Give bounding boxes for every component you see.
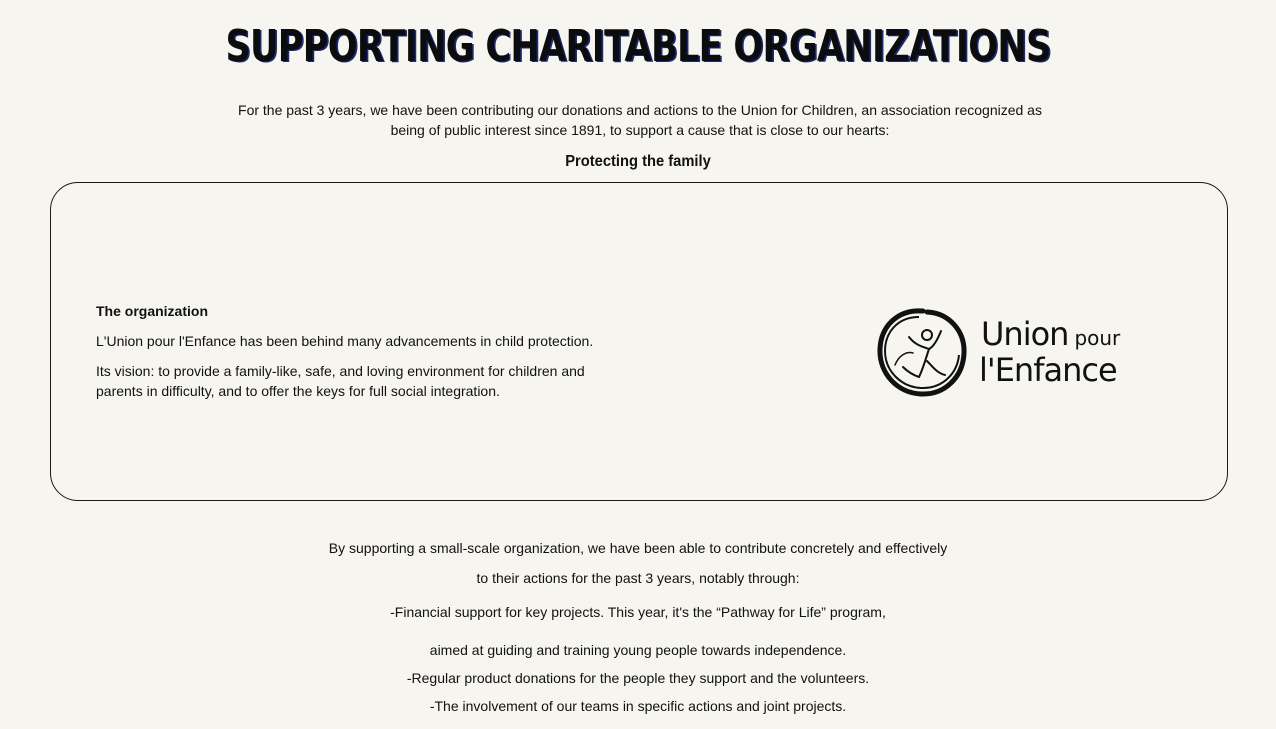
logo-word-union: Union [981, 315, 1069, 353]
organization-description: L'Union pour l'Enfance has been behind many advancements in child protection. [96, 333, 594, 349]
support-line: -The involvement of our teams in specific actions and joint projects. [429, 698, 847, 714]
support-line: By supporting a small-scale organization, we have been able to contribute concretely and effectively [328, 540, 948, 556]
organization-heading: The organization [96, 303, 208, 319]
support-line: to their actions for the past 3 years, notably through: [476, 570, 800, 586]
intro-text: For the past 3 years, we have been contributing our donations and actions to the Union for Children, an association recognized as being of public interest since 1891, to support a cause that is close to our hearts: [238, 102, 1042, 138]
union-pour-lenfance-logo [875, 305, 1121, 401]
logo-wordmark-line2: l'Enfance [979, 351, 1117, 389]
logo-wordmark-line1 [981, 317, 1120, 355]
organization-text-block [96, 301, 616, 411]
child-in-circle-icon [875, 305, 971, 401]
organization-vision: Its vision: to provide a family-like, safe, and loving environment for children and parents in difficulty, and to offer the keys for full social integration. [96, 363, 585, 399]
support-line: -Regular product donations for the people they support and the volunteers. [406, 670, 870, 686]
section-subtitle: Protecting the family [565, 153, 711, 170]
support-line: -Financial support for key projects. This year, it's the “Pathway for Life” program, [390, 604, 886, 620]
logo-word-pour: pour [1074, 326, 1121, 350]
page-title: SUPPORTING CHARITABLE ORGANIZATIONS [225, 21, 1051, 72]
organization-card [50, 182, 1228, 501]
support-line: aimed at guiding and training young people towards independence. [429, 642, 847, 658]
